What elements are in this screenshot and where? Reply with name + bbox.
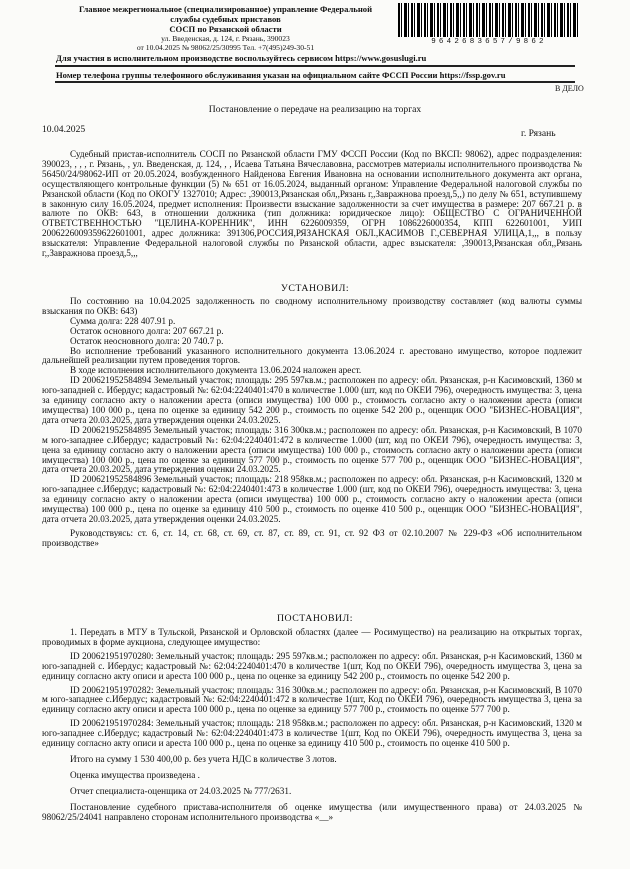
barcode-number: 9642683657/9862 [431, 38, 547, 46]
resolution-note: Постановление судебного пристава-исполнителя об оценке имущества (или имущественного права) от 24.03.2025 № 98062/25/24041 направлено сторонам исполнительного производства «__» [42, 801, 582, 822]
arrested-item: ID 200621952584894 Земельный участок; площадь: 295 597кв.м.; расположен по адресу: обл. Рязанская, р-н Касимовский, 1360 м юго-западней с. Ибердус; кадастровый №: 62:04:2240401:470 в количестве 1.000 (шт, код по ОКЕИ 796), очередность имущества: 3, цена за единицу согласно акту о наложении ареста (описи имущества) 100 000 р., стоимость согласно акту о наложении ареста (описи имущества) 100 000 р., цена по оценке за единицу 542 200 р., стоимость по оценке 542 200 р., оценщик ООО "БИЗНЕС-НОВАЦИЯ", дата отчета 20.03.2025, дата утверждения оценки 24.03.2025. [42, 375, 582, 425]
document-date: 10.04.2025 [42, 124, 86, 135]
debt-sum: Сумма долга: 228 407.91 р. [70, 315, 176, 326]
ustanovil-section [42, 297, 582, 549]
arrested-item: ID 200621952584896 Земельный участок; площадь: 218 958кв.м.; расположен по адресу: обл. Рязанская, р-н Касимовский, 1320 м юго-западнее с.Ибердус; кадастровый №: 62:04:2240401:473 в количестве 1.000 (шт, код по ОКЕИ 796), очередность имущества: 3, цена за единицу согласно акту о наложении ареста (описи имущества) 100 000 р., стоимость согласно акту о наложении ареста (описи имущества) 100 000 р., цена по оценке за единицу 410 500 р., стоимость по оценке 410 500 р., оценщик ООО "БИЗНЕС-НОВАЦИЯ", дата отчета 20.03.2025, дата утверждения оценки 24.03.2025. [42, 474, 582, 524]
barcode-bars [398, 3, 580, 37]
file-mark: В ДЕЛО [555, 84, 584, 93]
arrest-note: В ходе исполнения исполнительного документа 13.06.2024 наложен арест. [70, 365, 362, 376]
issuer-header [58, 4, 393, 52]
phone-notice: Номер телефона группы телефонного обслуживания указан на официальном сайте ФССП России https://fssp.gov.ru [56, 70, 506, 80]
lot-item: ID 200621951970280: Земельный участок; площадь: 295 597кв.м.; расположен по адресу: обл. Рязанская, р-н Касимовский, 1360 м юго-западней с. Ибердус; кадастровый №: 62:04:2240401:470 в количестве 1(шт, Код по ОКЕИ 796), очередность имущества 3, цена за единицу согласно акту описи и ареста 100 000 р., цена по оценке за единицу 542 200 р., стоимость по оценке 542 200 р. [42, 650, 582, 681]
appraiser-report: Отчет специалиста-оценщика от 24.03.2025 № 777/2631. [70, 785, 292, 796]
assessment-note: Оценка имущества произведена . [70, 769, 200, 780]
transfer-clause: 1. Передать в МТУ в Тульской, Рязанской и Орловской областях (далее — Росимущество) на реализацию на открытых торгах, проводимых в форме аукциона, следующее имущество: [42, 627, 582, 647]
issuer-org-line: службы судебных приставов [170, 14, 281, 24]
lot-item: ID 200621951970284: Земельный участок; площадь: 218 958кв.м.; расположен по адресу: обл. Рязанская, р-н Касимовский, 1320 м юго-западнее с.Ибердус; кадастровый №: 62:04:2240401:473 в количестве 1(шт, Код по ОКЕИ 796), очередность имущества 3, цена за единицу согласно акту описи и ареста 100 000 р., цена по оценке за единицу 410 500 р., стоимость по оценке 410 500 р. [42, 718, 582, 749]
debt-main-rest: Остаток основного долга: 207 667.21 р. [70, 325, 224, 336]
document-city: г. Рязань [521, 128, 556, 139]
execution-note: Во исполнение требований указанного исполнительного документа 13.06.2024 г. арестовано имущество, которое подлежит дальнейшей реализации путем проведения торгов. [42, 345, 582, 366]
lots-total: Итого на сумму 1 530 400,00 р. без учета НДС в количестве 3 лотов. [70, 753, 337, 764]
divider [55, 65, 575, 67]
issuer-address: ул. Введенская, д. 124, г. Рязань, 390023 [161, 34, 290, 43]
barcode [398, 3, 580, 45]
gosuslugi-notice: Для участия в исполнительном производстве воспользуйтесь сервисом https://www.gosuslugi.ru [56, 53, 427, 63]
issuer-doc-ref: от 10.04.2025 № 98062/25/30995 Тел. +7(495)249-30-51 [136, 43, 315, 52]
issuer-org-line: Главное межрегиональное (специализированное) управление Федеральной [78, 4, 373, 14]
postanovil-heading: ПОСТАНОВИЛ: [276, 613, 353, 624]
divider [55, 81, 575, 83]
document-title: Постановление о передаче на реализацию на торгах [208, 104, 422, 115]
ustanovil-heading: УСТАНОВИЛ: [280, 283, 350, 294]
debt-state: По состоянию на 10.04.2025 задолженность по сводному исполнительному производству составляет (код валюты суммы взыскания по ОКВ: 643) [42, 296, 582, 316]
postanovil-section [42, 628, 582, 823]
issuer-org-line: СОСП по Рязанской области [169, 24, 282, 34]
debt-nonmain-rest: Остаток неосновного долга: 20 740.7 р. [70, 335, 224, 346]
intro-paragraph [42, 150, 582, 259]
legal-basis: Руководствуясь: ст. 6, ст. 14, ст. 68, ст. 69, ст. 87, ст. 89, ст. 91, ст. 92 ФЗ от 02.10.2007 № 229-ФЗ «Об исполнительном производстве» [42, 527, 582, 548]
lot-item: ID 200621951970282: Земельный участок; площадь: 316 300кв.м.; расположен по адресу: обл. Рязанская, р-н Касимовский, В 1070 м юго-западнее с.Ибердус; кадастровый №: 62:04:2240401:472 в количестве 1(шт, Код по ОКЕИ 796), очередность имущества 3, цена за единицу согласно акту описи и ареста 100 000 р., цена по оценке за единицу 577 700 р., стоимость по оценке 577 700 р. [42, 684, 582, 715]
intro-text: Судебный пристав-исполнитель СОСП по Рязанской области ГМУ ФССП России (Код по ВКСП: 98062), адрес подразделения: 390023, , , , г. Рязань, , ул. Введенская, д. 124, , , Исаева Татьяна Вячеславовна, рассмотрев материалы исполнительного производства № 56450/24/98062-ИП от 20.05.2024, возбужденного Найденова Евгения Ивановна на основании исполнительного документа акт органа, осуществляющего контрольные функции (5) № 651 от 16.05.2024, выданный органом: Управление Федеральной налоговой службы по Рязанской области (Код по ОКОГУ 1327010; Адрес: ,390013,Рязанская обл,,Рязань г,,Завражнова проезд,5,,) по делу № 651, вступившему в законную силу 16.05.2024, предмет исполнения: Произвести взыскание задолженности за счет имущества в размере: 207 667.21 р. в валюте по ОКВ: 643, в отношении должника (тип должника: юридическое лицо): ОБЩЕСТВО С ОГРАНИЧЕННОЙ ОТВЕТСТВЕННОСТЬЮ "ЦЕЛИНА-КОРЕННИК", ИНН 6226009359, ОГРН 1086226000354, КПП 622601001, УИП 2006226009359622601001, адрес должника: 391306,РОССИЯ,РЯЗАНСКАЯ ОБЛ.,КАСИМОВ Г.,СЕВЕРНАЯ УЛИЦА,1,,, в пользу взыскателя: Управление Федеральной налоговой службы по Рязанской области, адрес взыскателя: ,390013,Рязанская обл,,Рязань г,,Завражнова проезд,5,,, [42, 149, 582, 259]
arrested-item: ID 200621952584895 Земельный участок; площадь: 316 300кв.м.; расположен по адресу: обл. Рязанская, р-н Касимовский, В 1070 м юго-западнее с.Ибердус; кадастровый №: 62:04:2240401:472 в количестве 1.000 (шт, код по ОКЕИ 796), очередность имущества: 3, цена за единицу согласно акту о наложении ареста (описи имущества) 100 000 р., стоимость согласно акту о наложении ареста (описи имущества) 100 000 р., цена по оценке за единицу 577 700 р., стоимость по оценке 577 700 р., оценщик ООО "БИЗНЕС-НОВАЦИЯ", дата отчета 20.03.2025, дата утверждения оценки 24.03.2025. [42, 424, 582, 475]
